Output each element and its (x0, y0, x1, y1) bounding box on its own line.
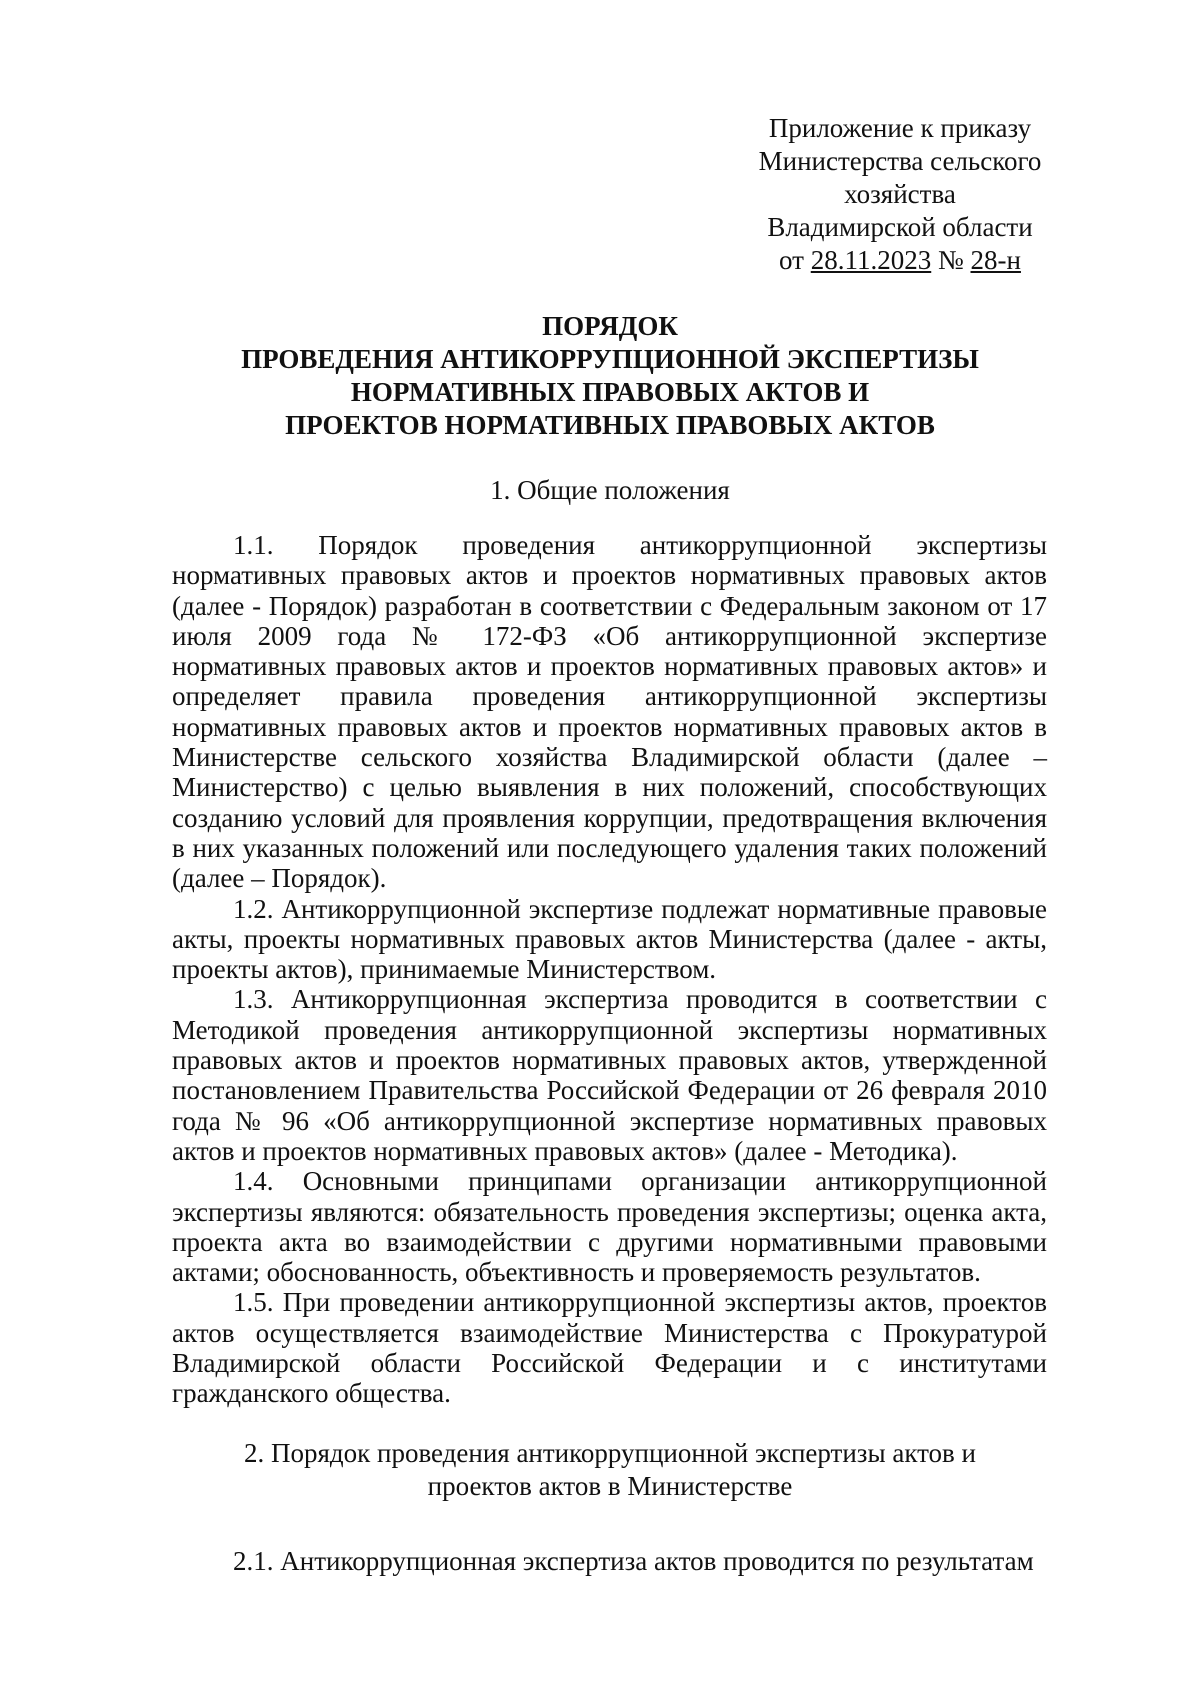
section-1-heading: 1. Общие положения (490, 475, 730, 505)
paragraph-1-5: 1.5. При проведении антикоррупционной экспертизы актов, проектов актов осуществляется взаимодействие Министерства с Прокуратурой Владимирской области Российской Федерации и с институтами гражданского общества. (172, 1287, 1047, 1409)
title-line: ПРОЕКТОВ НОРМАТИВНЫХ ПРАВОВЫХ АКТОВ (285, 410, 935, 440)
appendix-line: Приложение к приказу (768, 113, 1032, 143)
appendix-block (700, 112, 1100, 277)
date-prefix: от (779, 245, 804, 275)
paragraph-1-3: 1.3. Антикоррупционная экспертиза проводится в соответствии с Методикой проведения антикоррупционной экспертизы нормативных правовых актов и проектов нормативных правовых актов, утвержденной постановлением Правительства Российской Федерации от 26 февраля 2010 года № 96 «Об антикоррупционной экспертизе нормативных правовых актов и проектов нормативных правовых актов» (далее - Методика). (172, 984, 1047, 1166)
section-2-heading (170, 1437, 1050, 1503)
section-1-body (172, 530, 1047, 1409)
order-number: 28-н (970, 245, 1021, 275)
appendix-line: Владимирской области (767, 212, 1033, 242)
title-line: НОРМАТИВНЫХ ПРАВОВЫХ АКТОВ И (350, 377, 870, 407)
section-2-body (172, 1546, 1047, 1576)
heading-line: 2. Порядок проведения антикоррупционной экспертизы актов и (243, 1438, 977, 1468)
number-prefix: № (937, 245, 964, 275)
heading-line: проектов актов в Министерстве (427, 1471, 793, 1501)
order-date: 28.11.2023 (810, 245, 932, 275)
paragraph-1-4: 1.4. Основными принципами организации антикоррупционной экспертизы являются: обязательность проведения экспертизы; оценка акта, проекта акта во взаимодействии с другими нормативными правовыми актами; обоснованность, объективность и проверяемость результатов. (172, 1166, 1047, 1288)
appendix-line: Министерства сельского хозяйства (758, 146, 1042, 209)
appendix-order-reference (700, 244, 1100, 277)
title-line: ПРОВЕДЕНИЯ АНТИКОРРУПЦИОННОЙ ЭКСПЕРТИЗЫ (241, 344, 979, 374)
document-title (170, 310, 1050, 442)
paragraph-2-1: 2.1. Антикоррупционная экспертиза актов проводится по результатам (233, 1546, 1034, 1576)
title-line: ПОРЯДОК (542, 311, 678, 341)
paragraph-1-2: 1.2. Антикоррупционной экспертизе подлежат нормативные правовые акты, проекты нормативных правовых актов Министерства (далее - акты, проекты актов), принимаемые Министерством. (172, 893, 1047, 985)
paragraph-1-1: 1.1. Порядок проведения антикоррупционной экспертизы нормативных правовых актов и проектов нормативных правовых актов (далее - Порядок) разработан в соответствии с Федеральным законом от 17 июля 2009 года № 172-ФЗ «Об антикоррупционной экспертизе нормативных правовых актов и проектов нормативных правовых актов» и определяет правила проведения антикоррупционной экспертизы нормативных правовых актов и проектов нормативных правовых актов в Министерстве сельского хозяйства Владимирской области (далее – Министерство) с целью выявления в них положений, способствующих созданию условий для проявления коррупции, предотвращения включения в них указанных положений или последующего удаления таких положений (далее – Порядок). (172, 530, 1047, 894)
